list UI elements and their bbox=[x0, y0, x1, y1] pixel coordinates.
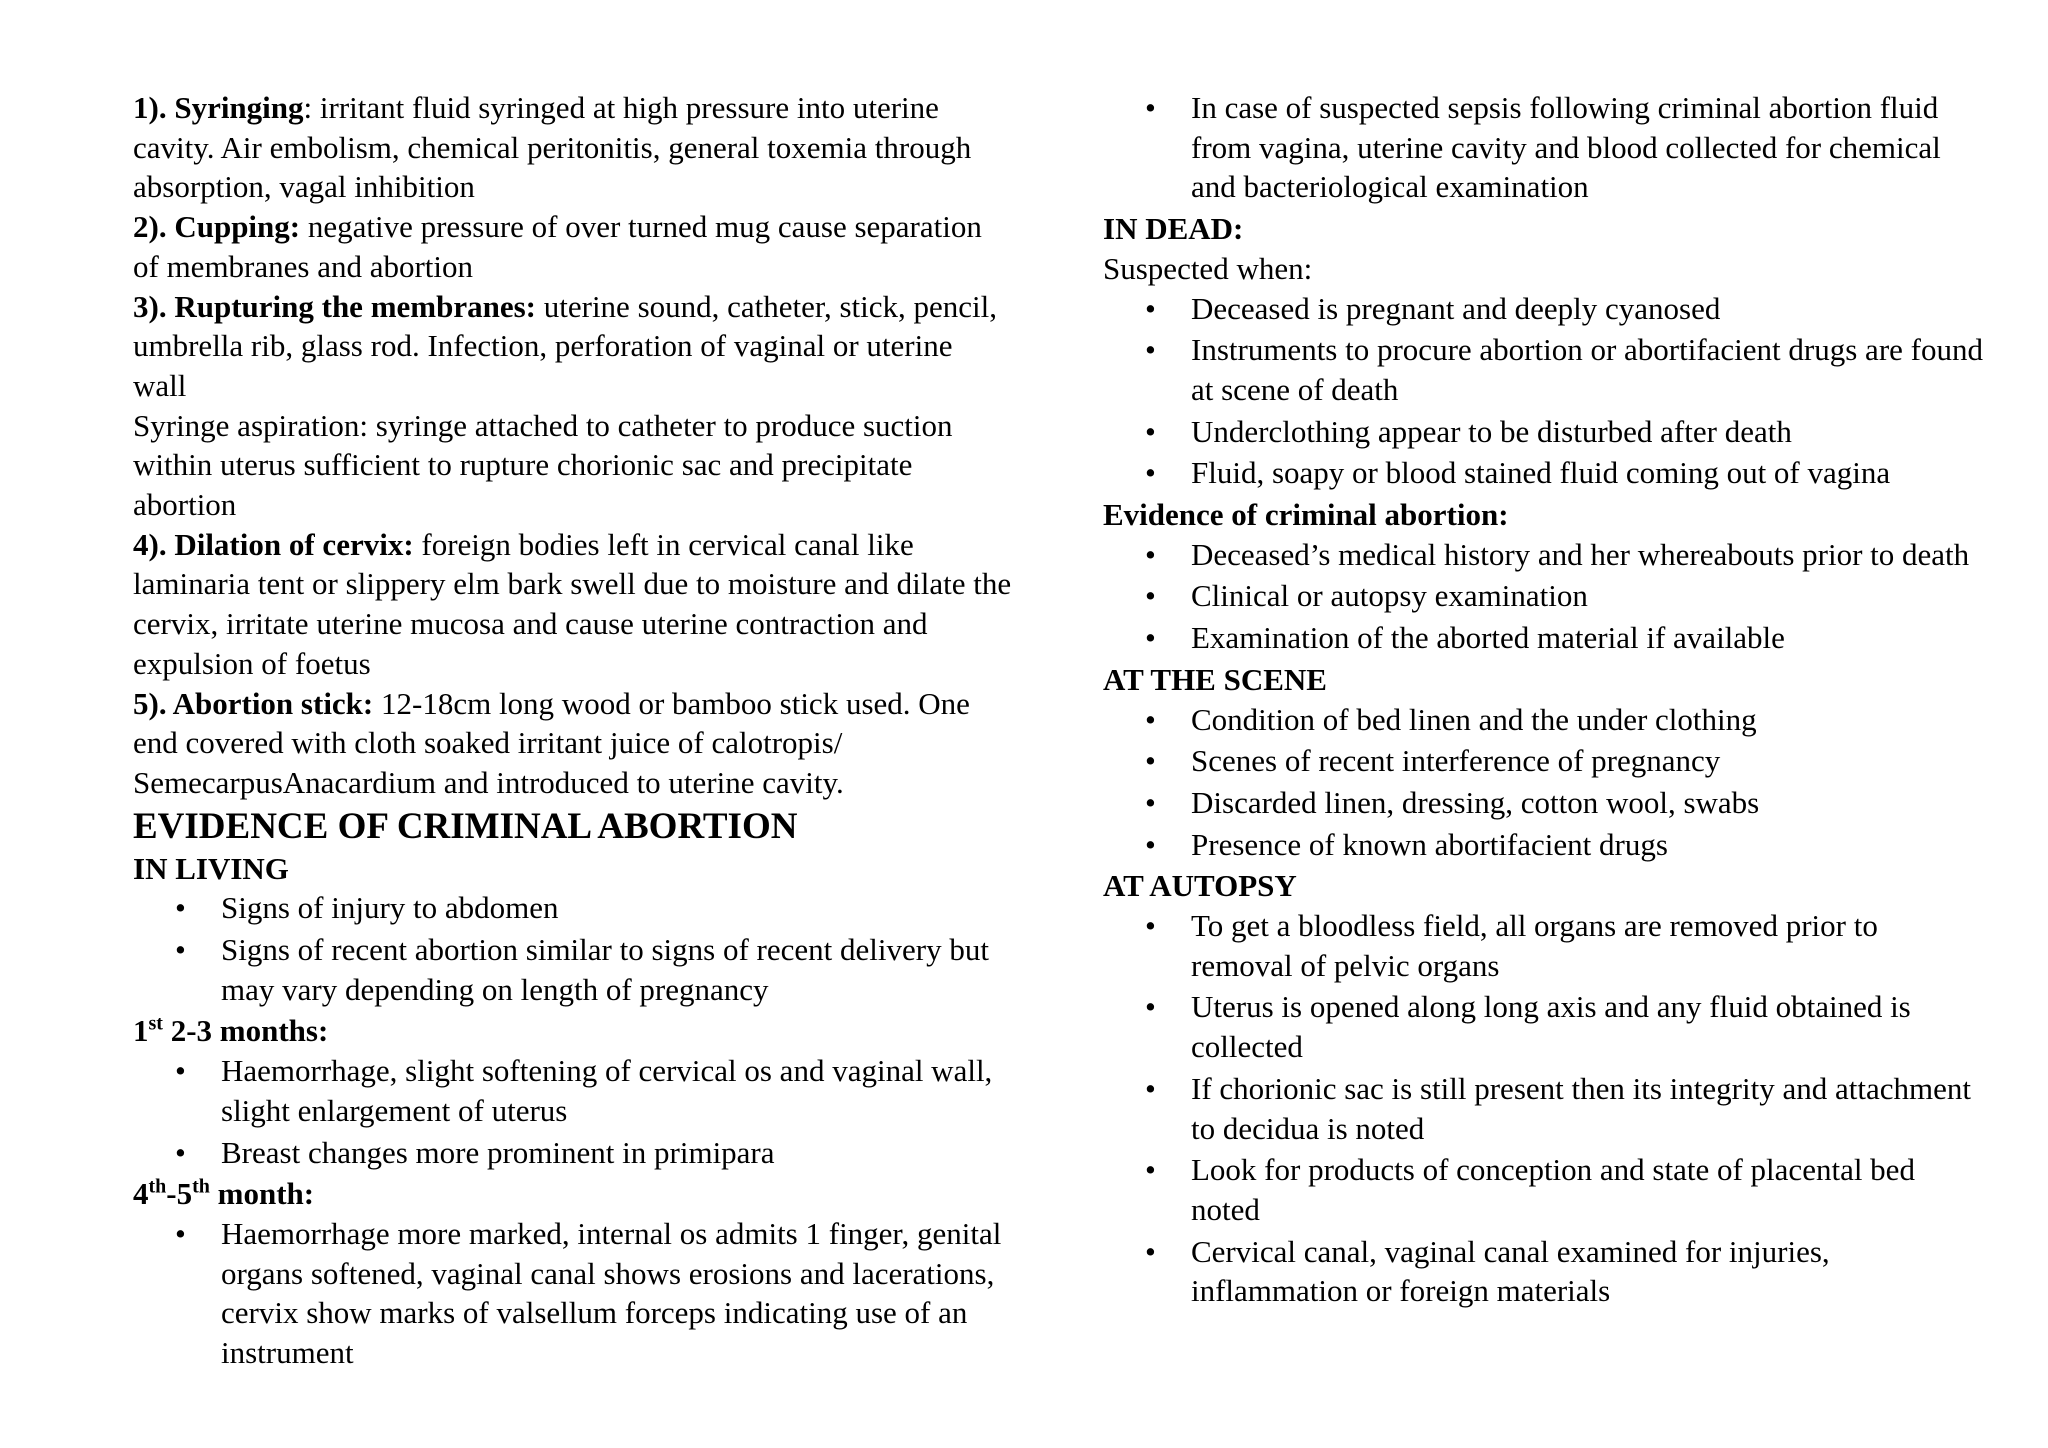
month-1-heading bbox=[133, 1011, 1013, 1051]
ordinal-number: 1 bbox=[133, 1013, 149, 1049]
list-item: • Breast changes more prominent in primipara bbox=[133, 1133, 1013, 1173]
section-heading: EVIDENCE OF CRIMINAL ABORTION bbox=[133, 805, 798, 847]
evidence-heading: Evidence of criminal abortion: bbox=[1103, 497, 1509, 533]
left-column bbox=[133, 88, 1013, 1375]
heading-rest: 2-3 months: bbox=[162, 1013, 329, 1049]
item-syringing bbox=[133, 88, 1013, 207]
month-1-list bbox=[133, 1051, 1013, 1172]
ordinal-number: 4 bbox=[133, 1176, 149, 1212]
ordinal-suffix: st bbox=[148, 1013, 163, 1036]
list-item: • Cervical canal, vaginal canal examined for injuries, inflammation or foreign materials bbox=[1103, 1232, 1983, 1311]
dead-list bbox=[1103, 289, 1983, 494]
list-item: • Clinical or autopsy examination bbox=[1103, 576, 1983, 616]
scene-heading: AT THE SCENE bbox=[1103, 661, 1327, 697]
list-item: • Haemorrhage more marked, internal os admits 1 finger, genital organs softened, vaginal canal shows erosions and lacerations, cervix show marks of valsellum forceps indicating use of an instrument bbox=[133, 1214, 1013, 1373]
item-label: 5). Abortion stick: bbox=[133, 685, 374, 721]
month-4-list bbox=[133, 1214, 1013, 1373]
list-item: • Presence of known abortifacient drugs bbox=[1103, 825, 1983, 865]
living-list bbox=[133, 888, 1013, 1009]
item-rupturing bbox=[133, 287, 1013, 406]
autopsy-heading: AT AUTOPSY bbox=[1103, 868, 1297, 904]
list-item: • Deceased’s medical history and her whereabouts prior to death bbox=[1103, 535, 1983, 575]
item-text: irritant fluid syringed at high pressure into uterine cavity. Air embolism, chemical peritonitis, general toxemia through absorption, vagal inhibition bbox=[133, 90, 972, 205]
right-column bbox=[1103, 88, 1983, 1313]
list-item: • Fluid, soapy or blood stained fluid coming out of vagina bbox=[1103, 453, 1983, 493]
evidence-list bbox=[1103, 535, 1983, 658]
autopsy-list bbox=[1103, 906, 1983, 1311]
in-dead-heading: IN DEAD: bbox=[1103, 211, 1244, 247]
list-item: • Discarded linen, dressing, cotton wool, swabs bbox=[1103, 783, 1983, 823]
item-label: 3). Rupturing the membranes: bbox=[133, 288, 536, 324]
item-abortion-stick bbox=[133, 684, 1013, 803]
item-text: foreign bodies left in cervical canal like laminaria tent or slippery elm bark swell due to moisture and dilate the cervix, irritate uterine mucosa and cause uterine contraction and expulsion of foetus bbox=[133, 526, 1012, 681]
list-item: • Condition of bed linen and the under clothing bbox=[1103, 700, 1983, 740]
item-label: 2). Cupping: bbox=[133, 209, 301, 245]
syringe-aspiration-paragraph: Syringe aspiration: syringe attached to catheter to produce suction within uterus sufficient to rupture chorionic sac and precipitate abortion bbox=[133, 407, 953, 523]
list-item: • Uterus is opened along long axis and any fluid obtained is collected bbox=[1103, 987, 1983, 1066]
item-cupping bbox=[133, 207, 1013, 286]
scene-list bbox=[1103, 700, 1983, 865]
item-sep: : bbox=[303, 90, 313, 125]
ordinal-suffix: th bbox=[192, 1175, 210, 1198]
list-item: • Underclothing appear to be disturbed after death bbox=[1103, 412, 1983, 452]
list-item: • To get a bloodless field, all organs are removed prior to removal of pelvic organs bbox=[1103, 906, 1983, 985]
list-item: • Scenes of recent interference of pregnancy bbox=[1103, 741, 1983, 781]
item-text: uterine sound, catheter, stick, pencil, umbrella rib, glass rod. Infection, perforation of vaginal or uterine wall bbox=[133, 288, 998, 403]
list-item: • Examination of the aborted material if available bbox=[1103, 618, 1983, 658]
ordinal-number: -5 bbox=[166, 1176, 193, 1212]
list-item: • If chorionic sac is still present then its integrity and attachment to decidua is noted bbox=[1103, 1069, 1983, 1148]
item-label: 4). Dilation of cervix: bbox=[133, 526, 414, 562]
list-item: • Signs of injury to abdomen bbox=[133, 888, 1013, 928]
list-item: • Instruments to procure abortion or abortifacient drugs are found at scene of death bbox=[1103, 330, 1983, 409]
list-item: • Look for products of conception and state of placental bed noted bbox=[1103, 1150, 1983, 1229]
heading-rest: month: bbox=[209, 1176, 315, 1212]
item-dilation bbox=[133, 525, 1013, 684]
list-item: • Haemorrhage, slight softening of cervical os and vaginal wall, slight enlargement of uterus bbox=[133, 1051, 1013, 1130]
list-item: • Deceased is pregnant and deeply cyanosed bbox=[1103, 289, 1983, 329]
suspected-when-label: Suspected when: bbox=[1103, 250, 1313, 286]
in-living-heading: IN LIVING bbox=[133, 850, 289, 886]
list-item: • Signs of recent abortion similar to signs of recent delivery but may vary depending on length of pregnancy bbox=[133, 930, 1013, 1009]
month-4-heading bbox=[133, 1174, 1013, 1214]
item-label: 1). Syringing bbox=[133, 90, 304, 125]
item-text: negative pressure of over turned mug cause separation of membranes and abortion bbox=[133, 209, 982, 284]
list-item: • In case of suspected sepsis following criminal abortion fluid from vagina, uterine cavity and blood collected for chemical and bacteriological examination bbox=[1103, 88, 1983, 207]
sepsis-list bbox=[1103, 88, 1983, 207]
ordinal-suffix: th bbox=[148, 1175, 167, 1198]
item-text: 12-18cm long wood or bamboo stick used. One end covered with cloth soaked irritant juice of calotropis/ SemecarpusAnacardium and introduced to uterine cavity. bbox=[133, 685, 970, 800]
